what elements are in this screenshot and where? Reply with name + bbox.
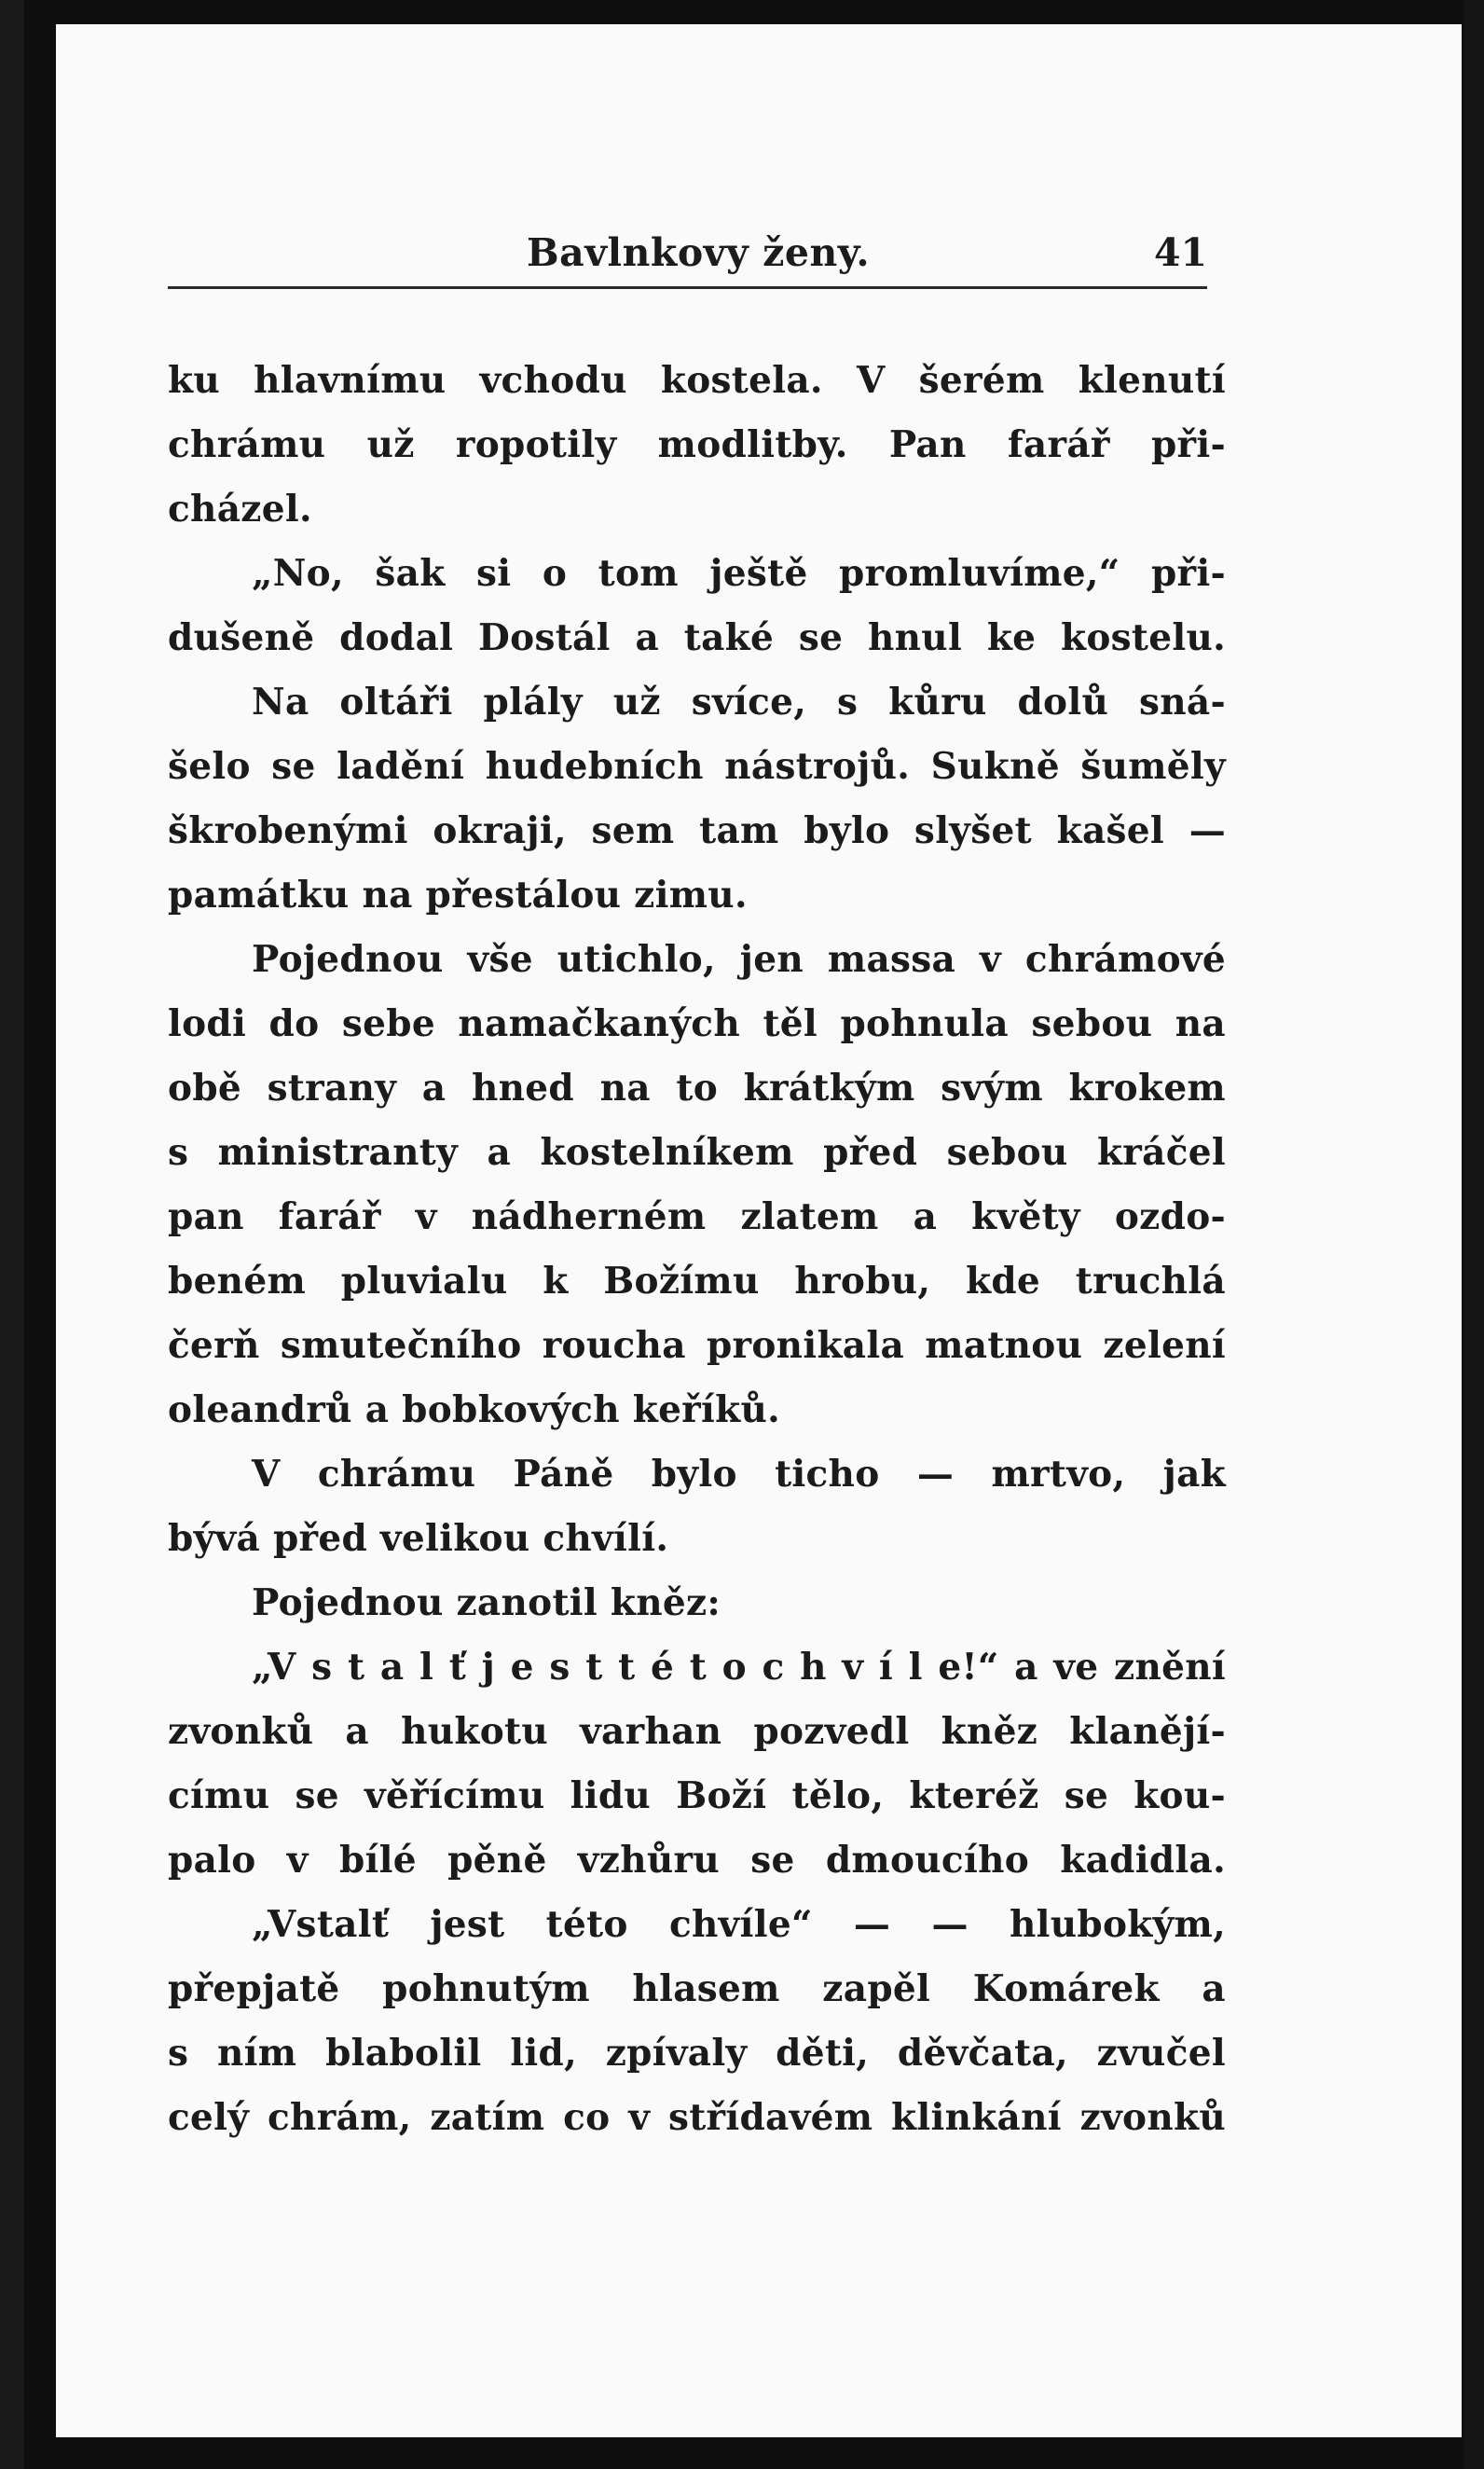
page-header — [168, 227, 1207, 286]
text-line: chrámu už ropotily modlitby. Pan farář při- — [168, 423, 1226, 466]
text-line: pan farář v nádherném zlatem a květy ozdo- — [168, 1195, 1226, 1238]
text-line: čerň smutečního roucha pronikala matnou zelení — [168, 1324, 1226, 1367]
text-line: lodi do sebe namačkaných těl pohnula sebou na — [168, 1002, 1226, 1045]
body-text — [168, 349, 1226, 2150]
text-line: přepjatě pohnutým hlasem zapěl Komárek a — [168, 1967, 1226, 2010]
text-line: s ministranty a kostelníkem před sebou kráčel — [168, 1131, 1226, 1174]
text-line: dušeně dodal Dostál a také se hnul ke kostelu. — [168, 616, 1226, 659]
text-line: címu se věřícímu lidu Boží tělo, kteréž se kou- — [168, 1774, 1226, 1817]
text-line: ku hlavnímu vchodu kostela. V šerém klenutí — [168, 359, 1226, 402]
text-line: obě strany a hned na to krátkým svým krokem — [168, 1067, 1226, 1110]
page-number: 41 — [1153, 230, 1207, 275]
text-line: s ním blabolil lid, zpívaly děti, děvčata, zvučel — [168, 2032, 1226, 2075]
text-line: Na oltáři plály už svíce, s kůru dolů sná- — [252, 681, 1226, 724]
text-line: palo v bílé pěně vzhůru se dmoucího kadidla. — [168, 1839, 1226, 1882]
text-line: beném pluvialu k Božímu hrobu, kde truchlá — [168, 1260, 1226, 1303]
text-line: „Vstalť jest této chvíle“ — — hlubokým, — [252, 1903, 1226, 1946]
text-line: oleandrů a bobkových keříků. — [168, 1388, 781, 1431]
header-rule — [168, 286, 1207, 289]
text-line: šelo se ladění hudebních nástrojů. Sukně šuměly — [168, 745, 1226, 788]
text-line: bývá před velikou chvílí. — [168, 1517, 669, 1560]
text-line: V chrámu Páně bylo ticho — mrtvo, jak — [252, 1453, 1226, 1496]
text-line: zvonků a hukotu varhan pozvedl kněz klanějí- — [168, 1710, 1226, 1753]
running-title: Bavlnkovy ženy. — [527, 230, 871, 275]
text-line: celý chrám, zatím co v střídavém klinkání zvonků — [168, 2096, 1226, 2139]
text-line: cházel. — [168, 488, 312, 531]
text-line: „No, šak si o tom ještě promluvíme,“ při- — [252, 552, 1226, 595]
text-line: „V s t a l ť j e s t t é t o c h v í l e!“ a ve znění — [252, 1646, 1226, 1689]
text-line: památku na přestálou zimu. — [168, 874, 748, 917]
text-line: Pojednou vše utichlo, jen massa v chrámové — [252, 938, 1226, 981]
binding-edge — [0, 0, 24, 2469]
text-line: škrobenými okraji, sem tam bylo slyšet kašel — — [168, 809, 1226, 852]
text-line: Pojednou zanotil kněz: — [252, 1581, 721, 1624]
page-edge — [1463, 0, 1484, 2469]
